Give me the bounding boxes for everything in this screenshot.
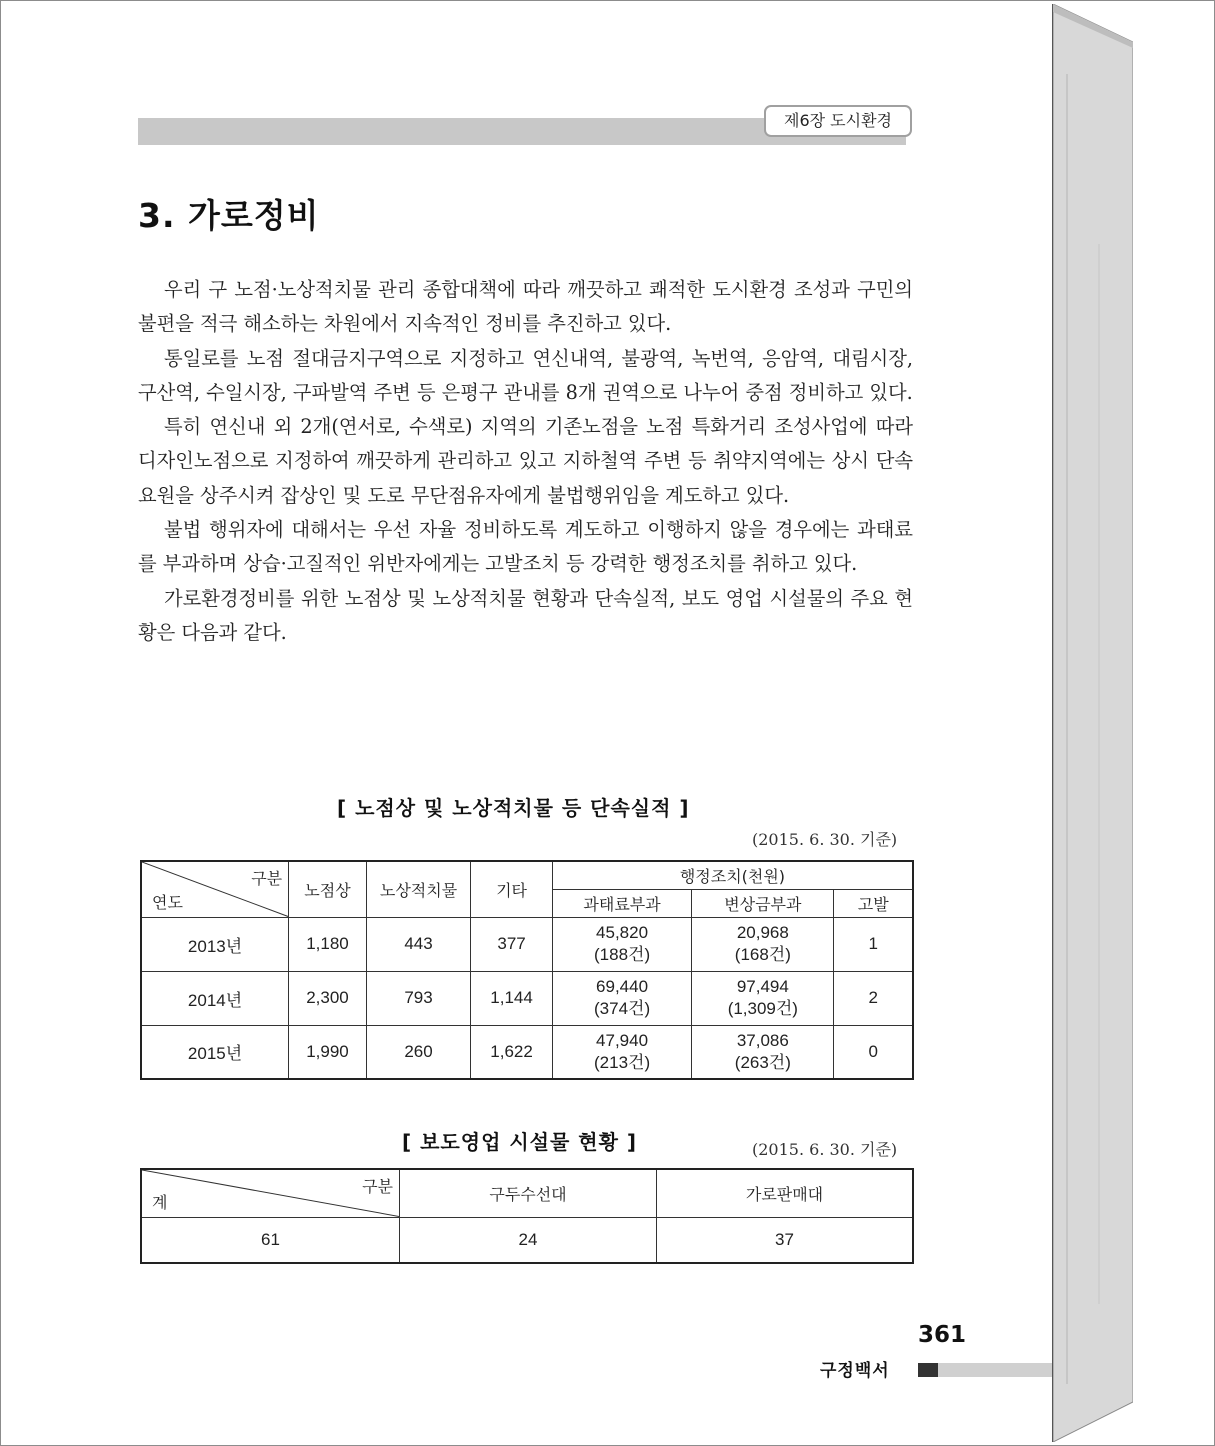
table-row [141,1217,913,1263]
col-header-penalty: 변상금부과 [692,889,834,917]
corner-label-category: 구분 [362,1177,393,1196]
paragraph: 불법 행위자에 대해서는 우선 자율 정비하도록 계도하고 이행하지 않을 경우에는 과태료를 부과하며 상습·고질적인 위반자에게는 고발조치 등 강력한 행정조치를 취하고 있다. [138,518,913,576]
table2-title: [ 보도영업 시설물 현황 ] [402,1130,638,1154]
penalty-count: (1,309건) [727,999,798,1018]
cell-penalty [692,971,834,1025]
fine-amount: 47,940 [596,1030,649,1050]
col-header-admin: 행정조치(천원) [552,861,913,889]
cell-jumsang: 2,300 [289,971,367,1025]
page-number: 361 [918,1322,967,1348]
cell-year: 2014년 [141,971,289,1025]
cell-street-stall: 37 [657,1217,914,1263]
cell-etc: 377 [471,917,553,971]
fine-count: (188건) [594,945,651,964]
cell-jumsang: 1,180 [289,917,367,971]
cell-jeokchi: 793 [366,971,470,1025]
cell-penalty [692,1025,834,1079]
footer-mark [918,1363,938,1377]
col-header-fine: 과태료부과 [552,889,691,917]
paragraph: 우리 구 노점·노상적치물 관리 종합대책에 따라 깨끗하고 쾌적한 도시환경 조성과 구민의 불편을 적극 해소하는 차원에서 지속적인 정비를 추진하고 있다. [138,278,913,336]
cell-year: 2015년 [141,1025,289,1079]
cell-report: 2 [834,971,913,1025]
cell-etc: 1,622 [471,1025,553,1079]
corner-label-category: 구분 [251,869,283,888]
cell-fine [552,1025,691,1079]
diagonal-line [142,1170,399,1217]
footer-label: 구정백서 [820,1361,890,1381]
footer-bar [938,1363,1052,1377]
table1-note: (2015. 6. 30. 기준) [752,830,898,849]
col-header-street-stall: 가로판매대 [657,1169,914,1217]
book-edge [1053,4,1133,1442]
body-text [138,273,913,650]
col-header-jeokchi: 노상적치물 [366,861,470,917]
book-edge-graphic [1053,4,1133,1442]
penalty-amount: 20,968 [736,923,789,942]
cell-penalty [692,917,834,971]
sidewalk-facilities-table [140,1168,914,1264]
table1-title: [ 노점상 및 노상적치물 등 단속실적 ] [337,796,690,820]
cell-report: 1 [834,917,913,971]
table-row [141,971,913,1025]
cell-jeokchi: 443 [366,917,470,971]
table-row [141,1025,913,1079]
cell-jumsang: 1,990 [289,1025,367,1079]
col-header-shoe-repair: 구두수선대 [400,1169,657,1217]
cell-jeokchi: 260 [366,1025,470,1079]
cell-fine [552,917,691,971]
fine-amount: 45,820 [596,923,649,942]
col-header-etc: 기타 [471,861,553,917]
corner-label-total: 계 [152,1192,168,1212]
penalty-count: (168건) [734,945,791,964]
table-row [141,917,913,971]
col-header-report: 고발 [834,889,913,917]
fine-amount: 69,440 [596,977,649,996]
cell-total: 61 [141,1217,400,1263]
cell-fine [552,971,691,1025]
cell-report: 0 [834,1025,913,1079]
fine-count: (374건) [594,999,651,1018]
section-title: 3. 가로정비 [138,196,320,235]
penalty-count: (263건) [734,1052,791,1072]
paragraph: 가로환경정비를 위한 노점상 및 노상적치물 현황과 단속실적, 보도 영업 시설물의 주요 현황은 다음과 같다. [138,586,913,644]
corner-label-year: 연도 [152,892,183,912]
cell-shoe-repair: 24 [400,1217,657,1263]
penalty-amount: 97,494 [736,977,789,996]
table2-corner-cell [141,1169,400,1217]
table1-corner-cell [141,861,289,917]
paragraph: 특히 연신내 외 2개(연서로, 수색로) 지역의 기존노점을 노점 특화거리 조성사업에 따라 디자인노점으로 지정하여 깨끗하게 관리하고 있고 지하철역 주변 등 취약지역에는 상시 단속요원을 상주시켜 잡상인 및 도로 무단점유자에게 불법행위임을 계도하고 있다. [138,415,913,507]
paragraph: 통일로를 노점 절대금지구역으로 지정하고 연신내역, 불광역, 녹번역, 응암역, 대림시장, 구산역, 수일시장, 구파발역 주변 등 은평구 관내를 8개 권역으로 나누어 중점 정비하고 있다. [138,346,913,404]
cell-year: 2013년 [141,917,289,971]
col-header-jumsang: 노점상 [289,861,367,917]
enforcement-table [140,860,914,1080]
cell-etc: 1,144 [471,971,553,1025]
chapter-tab: 제6장 도시환경 [764,105,912,137]
fine-count: (213건) [594,1052,651,1072]
penalty-amount: 37,086 [736,1030,789,1050]
table2-note: (2015. 6. 30. 기준) [752,1140,898,1159]
